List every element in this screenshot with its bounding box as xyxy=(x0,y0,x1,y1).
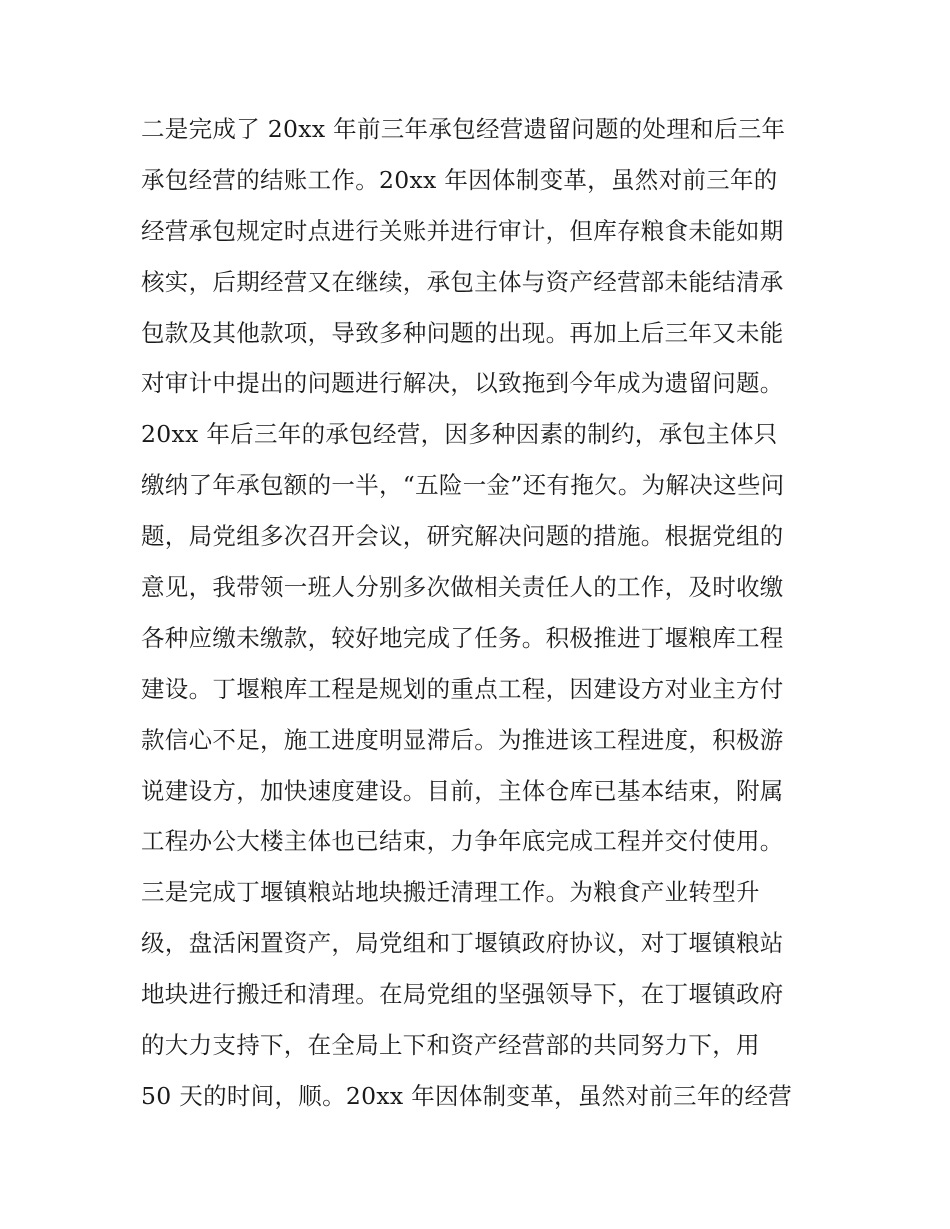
text-line: 核实，后期经营又在继续，承包主体与资产经营部未能结清承 xyxy=(141,267,784,296)
text-line: 承包经营的结账工作。20xx 年因体制变革，虽然对前三年的 xyxy=(141,165,778,194)
text-line: 三是完成丁堰镇粮站地块搬迁清理工作。为粮食产业转型升 xyxy=(141,878,760,907)
text-line: 意见，我带领一班人分别多次做相关责任人的工作，及时收缴 xyxy=(141,573,784,602)
text-line: 50 天的时间，顺。20xx 年因体制变革，虽然对前三年的经营 xyxy=(141,1081,793,1110)
text-line: 建设。丁堰粮库工程是规划的重点工程，因建设方对业主方付 xyxy=(141,674,784,703)
text-line: 题，局党组多次召开会议，研究解决问题的措施。根据党组的 xyxy=(141,522,784,551)
text-line: 缴纳了年承包额的一半，“五险一金”还有拖欠。为解决这些问 xyxy=(141,471,785,500)
text-line: 二是完成了 20xx 年前三年承包经营遗留问题的处理和后三年 xyxy=(141,115,786,143)
text-line: 20xx 年后三年的承包经营，因多种因素的制约，承包主体只 xyxy=(141,420,778,449)
text-line: 款信心不足，施工进度明显滞后。为推进该工程进度，积极游 xyxy=(141,725,784,754)
text-line: 经营承包规定时点进行关账并进行审计，但库存粮食未能如期 xyxy=(141,216,784,245)
body-text xyxy=(141,104,831,1122)
text-line: 说建设方，加快速度建设。目前，主体仓库已基本结束，附属 xyxy=(141,776,784,805)
text-line: 各种应缴未缴款，较好地完成了任务。积极推进丁堰粮库工程 xyxy=(141,623,784,652)
text-line: 级，盘活闲置资产，局党组和丁堰镇政府协议，对丁堰镇粮站 xyxy=(141,929,784,958)
text-line: 对审计中提出的问题进行解决，以致拖到今年成为遗留问题。 xyxy=(141,369,784,398)
text-line: 工程办公大楼主体也已结束，力争年底完成工程并交付使用。 xyxy=(141,827,784,856)
text-line: 包款及其他款项，导致多种问题的出现。再加上后三年又未能 xyxy=(141,318,784,347)
text-line: 地块进行搬迁和清理。在局党组的坚强领导下，在丁堰镇政府 xyxy=(141,980,784,1009)
text-line: 的大力支持下，在全局上下和资产经营部的共同努力下，用 xyxy=(141,1031,760,1060)
